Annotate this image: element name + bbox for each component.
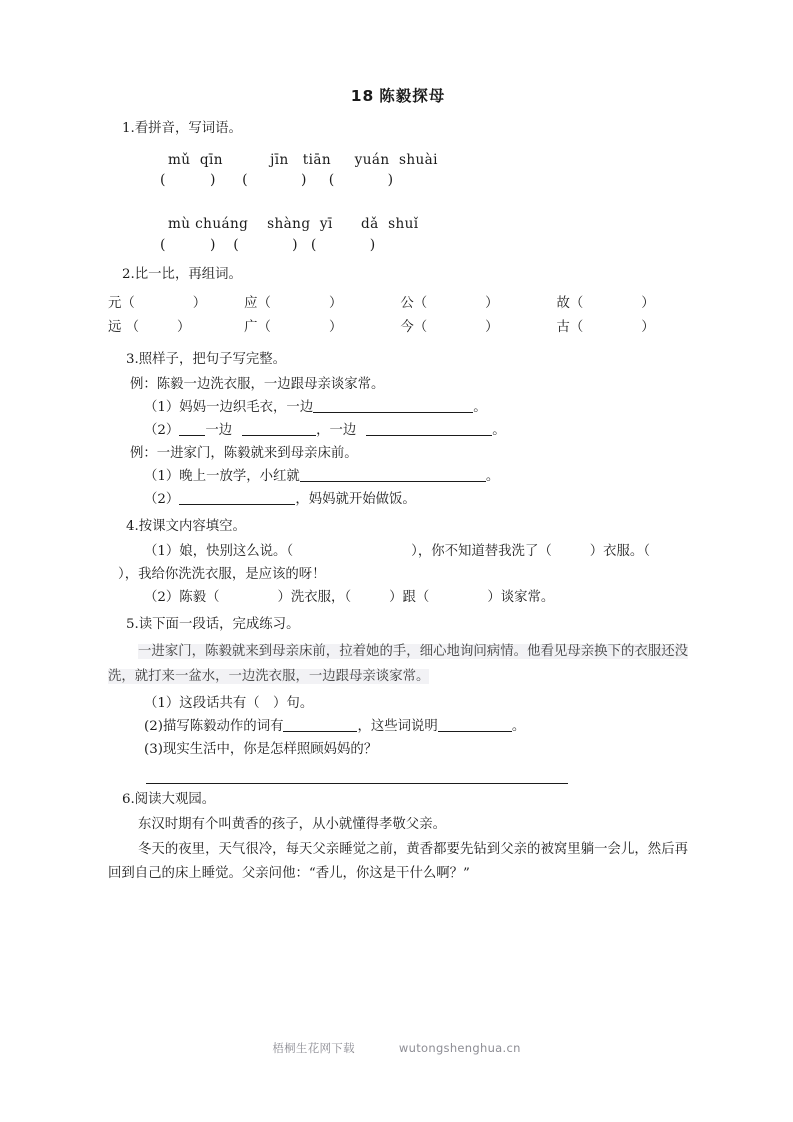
free-answer-line[interactable] bbox=[146, 783, 568, 784]
compare-char: 元（ bbox=[108, 295, 135, 311]
compare-cell[interactable] bbox=[499, 316, 655, 340]
question-text: ，妈妈就开始做饭。 bbox=[295, 492, 416, 508]
compare-cell[interactable] bbox=[108, 292, 206, 316]
question-text: （1）晚上一放学，小红就 bbox=[144, 469, 300, 485]
compare-char: 应（ bbox=[244, 295, 271, 311]
question-period: 。 bbox=[473, 399, 487, 415]
compare-paren-close: ） bbox=[328, 295, 343, 311]
answer-blank[interactable] bbox=[366, 421, 492, 436]
section-3-question-1 bbox=[108, 396, 688, 419]
compare-paren-close: ） bbox=[177, 320, 191, 336]
compare-paren-close: ） bbox=[328, 320, 343, 336]
watermark-site-name: 梧桐生花网下载 bbox=[272, 1041, 355, 1055]
answer-blank[interactable] bbox=[179, 421, 205, 436]
section-6-paragraph-2: 冬天的夜里，天气很冷，每天父亲睡觉之前，黄香都要先钻到父亲的被窝里躺一会儿，然后再回到自己的床上睡觉。父亲问他：“香儿，你这是干什么啊？” bbox=[108, 841, 688, 882]
section-4-question-1-cont bbox=[108, 563, 688, 586]
compare-cell[interactable] bbox=[108, 316, 206, 340]
section-4-question-2 bbox=[108, 586, 688, 609]
section-4-question-1 bbox=[108, 540, 688, 563]
question-text: ）衣服。（ bbox=[589, 543, 650, 559]
section-5-question-2 bbox=[108, 715, 688, 738]
answer-blank[interactable] bbox=[313, 398, 473, 413]
answer-blank[interactable] bbox=[179, 490, 295, 505]
watermark-site-url: wutongshenghua.cn bbox=[398, 1041, 521, 1055]
lesson-title: 陈毅探母 bbox=[379, 87, 446, 105]
section-3-heading: 3.照样子，把句子写完整。 bbox=[126, 352, 287, 368]
compare-char: 古（ bbox=[556, 320, 584, 336]
compare-cell[interactable] bbox=[499, 292, 655, 316]
table-row bbox=[108, 292, 655, 316]
answer-blank[interactable] bbox=[438, 717, 512, 732]
question-period: 。 bbox=[511, 718, 526, 734]
section-5-question-1[interactable]: （1）这段话共有（ ）句。 bbox=[144, 695, 314, 711]
compare-words-table bbox=[108, 292, 655, 340]
question-text: ）跟（ bbox=[389, 590, 430, 606]
section-3-example-2: 例：一进家门，陈毅就来到母亲床前。 bbox=[130, 446, 358, 462]
question-text: （2）陈毅（ bbox=[144, 590, 220, 606]
question-text: ），我给你洗洗衣服，是应该的呀！ bbox=[118, 566, 326, 582]
compare-cell[interactable] bbox=[206, 316, 342, 340]
question-text: （1）妈妈一边织毛衣，一边 bbox=[144, 399, 314, 415]
compare-char: 今（ bbox=[400, 320, 428, 336]
section-6-paragraph-1: 东汉时期有个叫黄香的孩子，从小就懂得孝敬父亲。 bbox=[138, 816, 446, 832]
question-text: ），你不知道替我洗了（ bbox=[411, 543, 552, 559]
compare-paren-close: ） bbox=[485, 320, 499, 336]
question-text: 一边 bbox=[205, 422, 233, 438]
question-text: （1）娘，快别这么说。（ bbox=[144, 543, 294, 559]
compare-char: 远 （ bbox=[108, 320, 140, 336]
question-period: 。 bbox=[492, 422, 506, 438]
pinyin-row: mù chuáng shàng yī dǎ shuǐ bbox=[168, 216, 419, 233]
question-text: (2)描写陈毅动作的词有 bbox=[144, 718, 284, 734]
section-3-question-4 bbox=[108, 488, 688, 511]
footer-watermark bbox=[0, 1040, 793, 1056]
compare-char: 广（ bbox=[244, 320, 271, 336]
question-text: ）洗衣服，（ bbox=[277, 590, 352, 606]
pinyin-group-2 bbox=[108, 214, 688, 255]
compare-char: 故（ bbox=[556, 295, 584, 311]
question-text: ）谈家常。 bbox=[487, 590, 555, 606]
table-row bbox=[108, 316, 655, 340]
answer-blank[interactable] bbox=[300, 467, 486, 482]
answer-paren-row[interactable]: ( ) ( ) ( ) bbox=[160, 236, 376, 253]
section-6-heading: 6.阅读大观园。 bbox=[122, 791, 216, 807]
question-text: ，一边 bbox=[316, 422, 357, 438]
section-3-question-2 bbox=[108, 419, 688, 442]
worksheet-content bbox=[108, 84, 688, 887]
answer-paren-row[interactable]: ( ) ( ) ( ) bbox=[160, 172, 394, 189]
section-3-question-3 bbox=[108, 465, 688, 488]
compare-char: 公（ bbox=[400, 295, 428, 311]
section-5-heading: 5.读下面一段话，完成练习。 bbox=[126, 617, 300, 633]
reading-passage-text: 一进家门，陈毅就来到母亲床前，拉着她的手，细心地询问病情。他看见母亲换下的衣服还没洗，就打来一盆水，一边洗衣服，一边跟母亲谈家常。 bbox=[108, 643, 688, 684]
answer-blank[interactable] bbox=[283, 717, 357, 732]
page-title bbox=[108, 84, 688, 106]
question-text: （2） bbox=[144, 422, 180, 438]
section-1-heading: 1.看拼音，写词语。 bbox=[122, 121, 242, 136]
lesson-number: 18 bbox=[350, 87, 375, 105]
pinyin-group-1 bbox=[108, 150, 688, 191]
section-3-example-1: 例：陈毅一边洗衣服，一边跟母亲谈家常。 bbox=[130, 376, 385, 392]
section-5-question-3: (3)现实生活中，你是怎样照顾妈妈的？ bbox=[144, 741, 378, 757]
answer-blank[interactable] bbox=[242, 421, 316, 436]
compare-cell[interactable] bbox=[342, 316, 498, 340]
compare-paren-close: ） bbox=[485, 295, 499, 311]
compare-paren-close: ） bbox=[641, 320, 655, 336]
reading-passage bbox=[108, 640, 688, 690]
compare-cell[interactable] bbox=[342, 292, 498, 316]
question-text: ，这些词说明 bbox=[357, 718, 438, 734]
section-2-heading: 2.比一比，再组词。 bbox=[122, 267, 242, 283]
compare-paren-close: ） bbox=[641, 295, 655, 311]
compare-paren-close: ） bbox=[192, 295, 207, 311]
compare-cell[interactable] bbox=[206, 292, 342, 316]
question-text: （2） bbox=[144, 492, 180, 508]
section-4-heading: 4.按课文内容填空。 bbox=[126, 519, 246, 535]
question-period: 。 bbox=[485, 469, 500, 485]
pinyin-row: mǔ qīn jīn tiān yuán shuài bbox=[168, 151, 438, 168]
